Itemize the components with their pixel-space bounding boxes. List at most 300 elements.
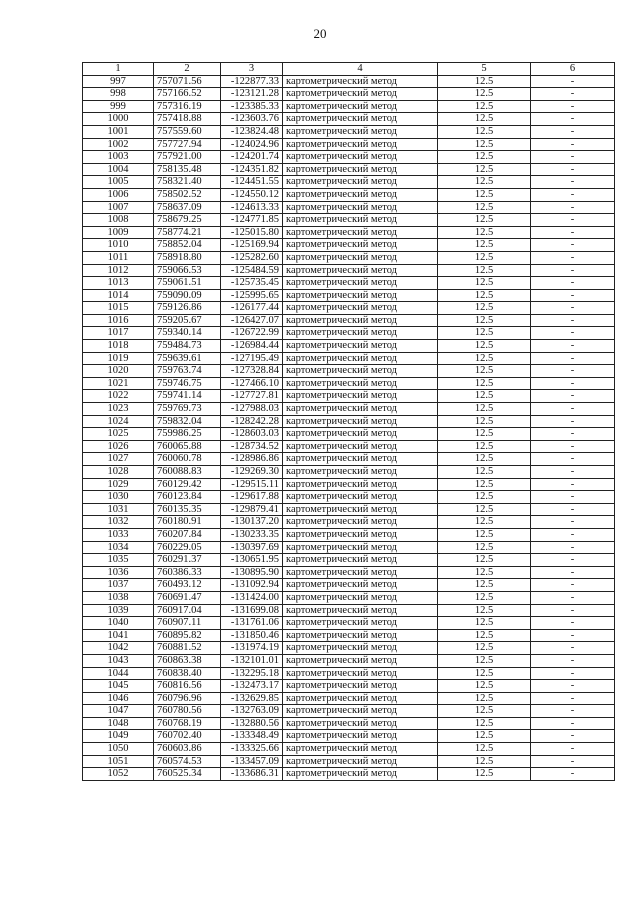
table-row [83, 251, 615, 264]
y-coordinate-cell: -130895.90 [221, 566, 283, 579]
header-col-5: 5 [438, 63, 531, 76]
precision-cell: 12.5 [438, 541, 531, 554]
dash-cell: - [531, 188, 615, 201]
point-number-cell: 1019 [83, 352, 154, 365]
x-coordinate-cell: 760525.34 [154, 768, 221, 781]
precision-cell: 12.5 [438, 768, 531, 781]
x-coordinate-cell: 758135.48 [154, 163, 221, 176]
method-cell: картометрический метод [283, 113, 438, 126]
x-coordinate-cell: 760895.82 [154, 629, 221, 642]
table-row [83, 478, 615, 491]
precision-cell: 12.5 [438, 453, 531, 466]
precision-cell: 12.5 [438, 617, 531, 630]
method-cell: картометрический метод [283, 466, 438, 479]
point-number-cell: 1000 [83, 113, 154, 126]
precision-cell: 12.5 [438, 226, 531, 239]
method-cell: картометрический метод [283, 302, 438, 315]
method-cell: картометрический метод [283, 755, 438, 768]
table-row [83, 591, 615, 604]
y-coordinate-cell: -124451.55 [221, 176, 283, 189]
method-cell: картометрический метод [283, 566, 438, 579]
y-coordinate-cell: -131850.46 [221, 629, 283, 642]
dash-cell: - [531, 566, 615, 579]
precision-cell: 12.5 [438, 604, 531, 617]
method-cell: картометрический метод [283, 743, 438, 756]
point-number-cell: 1048 [83, 717, 154, 730]
table-header-row [83, 63, 615, 76]
method-cell: картометрический метод [283, 176, 438, 189]
method-cell: картометрический метод [283, 163, 438, 176]
table-row [83, 440, 615, 453]
x-coordinate-cell: 757559.60 [154, 125, 221, 138]
x-coordinate-cell: 757727.94 [154, 138, 221, 151]
y-coordinate-cell: -128242.28 [221, 415, 283, 428]
header-col-1: 1 [83, 63, 154, 76]
y-coordinate-cell: -123603.76 [221, 113, 283, 126]
header-col-2: 2 [154, 63, 221, 76]
precision-cell: 12.5 [438, 176, 531, 189]
precision-cell: 12.5 [438, 100, 531, 113]
table-row [83, 163, 615, 176]
x-coordinate-cell: 759090.09 [154, 289, 221, 302]
point-number-cell: 1029 [83, 478, 154, 491]
dash-cell: - [531, 214, 615, 227]
point-number-cell: 1016 [83, 314, 154, 327]
point-number-cell: 1036 [83, 566, 154, 579]
point-number-cell: 1009 [83, 226, 154, 239]
precision-cell: 12.5 [438, 302, 531, 315]
method-cell: картометрический метод [283, 88, 438, 101]
y-coordinate-cell: -132763.09 [221, 705, 283, 718]
dash-cell: - [531, 503, 615, 516]
method-cell: картометрический метод [283, 642, 438, 655]
point-number-cell: 998 [83, 88, 154, 101]
x-coordinate-cell: 760780.56 [154, 705, 221, 718]
y-coordinate-cell: -124550.12 [221, 188, 283, 201]
dash-cell: - [531, 264, 615, 277]
dash-cell: - [531, 201, 615, 214]
table-row [83, 151, 615, 164]
table-row [83, 692, 615, 705]
precision-cell: 12.5 [438, 566, 531, 579]
x-coordinate-cell: 760060.78 [154, 453, 221, 466]
precision-cell: 12.5 [438, 516, 531, 529]
x-coordinate-cell: 760088.83 [154, 466, 221, 479]
x-coordinate-cell: 759763.74 [154, 365, 221, 378]
method-cell: картометрический метод [283, 289, 438, 302]
precision-cell: 12.5 [438, 667, 531, 680]
method-cell: картометрический метод [283, 667, 438, 680]
precision-cell: 12.5 [438, 755, 531, 768]
precision-cell: 12.5 [438, 188, 531, 201]
x-coordinate-cell: 759746.75 [154, 377, 221, 390]
x-coordinate-cell: 759832.04 [154, 415, 221, 428]
method-cell: картометрический метод [283, 226, 438, 239]
point-number-cell: 1002 [83, 138, 154, 151]
x-coordinate-cell: 760207.84 [154, 528, 221, 541]
table-row [83, 88, 615, 101]
precision-cell: 12.5 [438, 466, 531, 479]
x-coordinate-cell: 760838.40 [154, 667, 221, 680]
dash-cell: - [531, 617, 615, 630]
precision-cell: 12.5 [438, 415, 531, 428]
y-coordinate-cell: -131092.94 [221, 579, 283, 592]
x-coordinate-cell: 760493.12 [154, 579, 221, 592]
precision-cell: 12.5 [438, 125, 531, 138]
x-coordinate-cell: 759986.25 [154, 428, 221, 441]
point-number-cell: 1025 [83, 428, 154, 441]
table-row [83, 113, 615, 126]
y-coordinate-cell: -128603.03 [221, 428, 283, 441]
x-coordinate-cell: 760135.35 [154, 503, 221, 516]
point-number-cell: 1034 [83, 541, 154, 554]
dash-cell: - [531, 390, 615, 403]
precision-cell: 12.5 [438, 629, 531, 642]
y-coordinate-cell: -124351.82 [221, 163, 283, 176]
method-cell: картометрический метод [283, 768, 438, 781]
table-row [83, 667, 615, 680]
x-coordinate-cell: 760907.11 [154, 617, 221, 630]
table-row [83, 453, 615, 466]
y-coordinate-cell: -133348.49 [221, 730, 283, 743]
header-col-6: 6 [531, 63, 615, 76]
y-coordinate-cell: -132295.18 [221, 667, 283, 680]
method-cell: картометрический метод [283, 365, 438, 378]
method-cell: картометрический метод [283, 478, 438, 491]
coordinates-table [82, 62, 615, 781]
method-cell: картометрический метод [283, 717, 438, 730]
table-row [83, 528, 615, 541]
y-coordinate-cell: -129269.30 [221, 466, 283, 479]
table-row [83, 629, 615, 642]
y-coordinate-cell: -124024.96 [221, 138, 283, 151]
dash-cell: - [531, 365, 615, 378]
dash-cell: - [531, 604, 615, 617]
point-number-cell: 1015 [83, 302, 154, 315]
point-number-cell: 1017 [83, 327, 154, 340]
table-row [83, 491, 615, 504]
dash-cell: - [531, 692, 615, 705]
point-number-cell: 1006 [83, 188, 154, 201]
method-cell: картометрический метод [283, 314, 438, 327]
point-number-cell: 1039 [83, 604, 154, 617]
y-coordinate-cell: -125169.94 [221, 239, 283, 252]
method-cell: картометрический метод [283, 188, 438, 201]
point-number-cell: 1005 [83, 176, 154, 189]
point-number-cell: 1014 [83, 289, 154, 302]
precision-cell: 12.5 [438, 365, 531, 378]
precision-cell: 12.5 [438, 138, 531, 151]
dash-cell: - [531, 680, 615, 693]
y-coordinate-cell: -133457.09 [221, 755, 283, 768]
point-number-cell: 1001 [83, 125, 154, 138]
dash-cell: - [531, 314, 615, 327]
point-number-cell: 1007 [83, 201, 154, 214]
y-coordinate-cell: -126984.44 [221, 340, 283, 353]
table-row [83, 403, 615, 416]
x-coordinate-cell: 760863.38 [154, 654, 221, 667]
precision-cell: 12.5 [438, 251, 531, 264]
x-coordinate-cell: 758774.21 [154, 226, 221, 239]
y-coordinate-cell: -127466.10 [221, 377, 283, 390]
method-cell: картометрический метод [283, 554, 438, 567]
dash-cell: - [531, 755, 615, 768]
point-number-cell: 1050 [83, 743, 154, 756]
y-coordinate-cell: -133325.66 [221, 743, 283, 756]
table-row [83, 755, 615, 768]
table-row [83, 654, 615, 667]
table-row [83, 377, 615, 390]
table-row [83, 176, 615, 189]
dash-cell: - [531, 743, 615, 756]
dash-cell: - [531, 377, 615, 390]
method-cell: картометрический метод [283, 264, 438, 277]
x-coordinate-cell: 758637.09 [154, 201, 221, 214]
method-cell: картометрический метод [283, 138, 438, 151]
dash-cell: - [531, 163, 615, 176]
precision-cell: 12.5 [438, 352, 531, 365]
y-coordinate-cell: -123121.28 [221, 88, 283, 101]
point-number-cell: 1003 [83, 151, 154, 164]
x-coordinate-cell: 759061.51 [154, 277, 221, 290]
method-cell: картометрический метод [283, 680, 438, 693]
y-coordinate-cell: -129515.11 [221, 478, 283, 491]
y-coordinate-cell: -123824.48 [221, 125, 283, 138]
table-row [83, 390, 615, 403]
point-number-cell: 997 [83, 75, 154, 88]
point-number-cell: 1010 [83, 239, 154, 252]
method-cell: картометрический метод [283, 201, 438, 214]
precision-cell: 12.5 [438, 201, 531, 214]
method-cell: картометрический метод [283, 151, 438, 164]
x-coordinate-cell: 760229.05 [154, 541, 221, 554]
x-coordinate-cell: 760768.19 [154, 717, 221, 730]
point-number-cell: 1032 [83, 516, 154, 529]
y-coordinate-cell: -131761.06 [221, 617, 283, 630]
y-coordinate-cell: -132880.56 [221, 717, 283, 730]
method-cell: картометрический метод [283, 528, 438, 541]
dash-cell: - [531, 327, 615, 340]
table-row [83, 579, 615, 592]
dash-cell: - [531, 226, 615, 239]
table-row [83, 201, 615, 214]
x-coordinate-cell: 760881.52 [154, 642, 221, 655]
precision-cell: 12.5 [438, 692, 531, 705]
x-coordinate-cell: 759205.67 [154, 314, 221, 327]
point-number-cell: 1047 [83, 705, 154, 718]
method-cell: картометрический метод [283, 415, 438, 428]
header-col-4: 4 [283, 63, 438, 76]
method-cell: картометрический метод [283, 654, 438, 667]
y-coordinate-cell: -125735.45 [221, 277, 283, 290]
table-row [83, 680, 615, 693]
point-number-cell: 1046 [83, 692, 154, 705]
table-row [83, 277, 615, 290]
table-row [83, 554, 615, 567]
table-row [83, 188, 615, 201]
x-coordinate-cell: 760180.91 [154, 516, 221, 529]
method-cell: картометрический метод [283, 604, 438, 617]
table-row [83, 516, 615, 529]
method-cell: картометрический метод [283, 491, 438, 504]
table-row [83, 327, 615, 340]
method-cell: картометрический метод [283, 340, 438, 353]
dash-cell: - [531, 629, 615, 642]
dash-cell: - [531, 302, 615, 315]
method-cell: картометрический метод [283, 377, 438, 390]
dash-cell: - [531, 138, 615, 151]
precision-cell: 12.5 [438, 680, 531, 693]
y-coordinate-cell: -131424.00 [221, 591, 283, 604]
y-coordinate-cell: -129617.88 [221, 491, 283, 504]
point-number-cell: 1011 [83, 251, 154, 264]
precision-cell: 12.5 [438, 239, 531, 252]
x-coordinate-cell: 760702.40 [154, 730, 221, 743]
table-row [83, 604, 615, 617]
point-number-cell: 1024 [83, 415, 154, 428]
method-cell: картометрический метод [283, 453, 438, 466]
x-coordinate-cell: 759769.73 [154, 403, 221, 416]
y-coordinate-cell: -123385.33 [221, 100, 283, 113]
point-number-cell: 1022 [83, 390, 154, 403]
precision-cell: 12.5 [438, 163, 531, 176]
dash-cell: - [531, 415, 615, 428]
x-coordinate-cell: 758321.40 [154, 176, 221, 189]
table-row [83, 617, 615, 630]
precision-cell: 12.5 [438, 528, 531, 541]
table-body [83, 75, 615, 780]
table-row [83, 466, 615, 479]
y-coordinate-cell: -124613.33 [221, 201, 283, 214]
point-number-cell: 1044 [83, 667, 154, 680]
y-coordinate-cell: -124201.74 [221, 151, 283, 164]
y-coordinate-cell: -132101.01 [221, 654, 283, 667]
precision-cell: 12.5 [438, 730, 531, 743]
y-coordinate-cell: -132473.17 [221, 680, 283, 693]
table-row [83, 314, 615, 327]
precision-cell: 12.5 [438, 113, 531, 126]
method-cell: картометрический метод [283, 352, 438, 365]
x-coordinate-cell: 757316.19 [154, 100, 221, 113]
dash-cell: - [531, 151, 615, 164]
method-cell: картометрический метод [283, 503, 438, 516]
y-coordinate-cell: -130397.69 [221, 541, 283, 554]
y-coordinate-cell: -130233.35 [221, 528, 283, 541]
point-number-cell: 1023 [83, 403, 154, 416]
point-number-cell: 1035 [83, 554, 154, 567]
x-coordinate-cell: 760796.96 [154, 692, 221, 705]
point-number-cell: 1012 [83, 264, 154, 277]
dash-cell: - [531, 466, 615, 479]
method-cell: картометрический метод [283, 428, 438, 441]
x-coordinate-cell: 759484.73 [154, 340, 221, 353]
precision-cell: 12.5 [438, 491, 531, 504]
method-cell: картометрический метод [283, 591, 438, 604]
dash-cell: - [531, 352, 615, 365]
method-cell: картометрический метод [283, 440, 438, 453]
table-row [83, 239, 615, 252]
y-coordinate-cell: -130137.20 [221, 516, 283, 529]
method-cell: картометрический метод [283, 617, 438, 630]
precision-cell: 12.5 [438, 403, 531, 416]
y-coordinate-cell: -127195.49 [221, 352, 283, 365]
precision-cell: 12.5 [438, 717, 531, 730]
dash-cell: - [531, 125, 615, 138]
point-number-cell: 1004 [83, 163, 154, 176]
precision-cell: 12.5 [438, 88, 531, 101]
precision-cell: 12.5 [438, 327, 531, 340]
table-row [83, 705, 615, 718]
point-number-cell: 1021 [83, 377, 154, 390]
dash-cell: - [531, 277, 615, 290]
y-coordinate-cell: -126177.44 [221, 302, 283, 315]
y-coordinate-cell: -125282.60 [221, 251, 283, 264]
table-row [83, 125, 615, 138]
table-row [83, 302, 615, 315]
x-coordinate-cell: 760386.33 [154, 566, 221, 579]
method-cell: картометрический метод [283, 251, 438, 264]
x-coordinate-cell: 758679.25 [154, 214, 221, 227]
table-row [83, 138, 615, 151]
dash-cell: - [531, 340, 615, 353]
x-coordinate-cell: 760816.56 [154, 680, 221, 693]
precision-cell: 12.5 [438, 75, 531, 88]
x-coordinate-cell: 759126.86 [154, 302, 221, 315]
dash-cell: - [531, 642, 615, 655]
dash-cell: - [531, 453, 615, 466]
y-coordinate-cell: -127988.03 [221, 403, 283, 416]
point-number-cell: 1040 [83, 617, 154, 630]
table-row [83, 503, 615, 516]
table-row [83, 541, 615, 554]
method-cell: картометрический метод [283, 214, 438, 227]
precision-cell: 12.5 [438, 390, 531, 403]
dash-cell: - [531, 113, 615, 126]
precision-cell: 12.5 [438, 591, 531, 604]
dash-cell: - [531, 705, 615, 718]
y-coordinate-cell: -130651.95 [221, 554, 283, 567]
table-row [83, 768, 615, 781]
x-coordinate-cell: 760123.84 [154, 491, 221, 504]
point-number-cell: 1052 [83, 768, 154, 781]
table-row [83, 100, 615, 113]
y-coordinate-cell: -132629.85 [221, 692, 283, 705]
precision-cell: 12.5 [438, 264, 531, 277]
table-row [83, 642, 615, 655]
x-coordinate-cell: 760129.42 [154, 478, 221, 491]
precision-cell: 12.5 [438, 214, 531, 227]
method-cell: картометрический метод [283, 277, 438, 290]
precision-cell: 12.5 [438, 642, 531, 655]
x-coordinate-cell: 757166.52 [154, 88, 221, 101]
point-number-cell: 1045 [83, 680, 154, 693]
dash-cell: - [531, 440, 615, 453]
y-coordinate-cell: -125484.59 [221, 264, 283, 277]
table-row [83, 566, 615, 579]
dash-cell: - [531, 516, 615, 529]
precision-cell: 12.5 [438, 340, 531, 353]
precision-cell: 12.5 [438, 440, 531, 453]
point-number-cell: 1033 [83, 528, 154, 541]
dash-cell: - [531, 591, 615, 604]
dash-cell: - [531, 239, 615, 252]
method-cell: картометрический метод [283, 516, 438, 529]
point-number-cell: 1013 [83, 277, 154, 290]
point-number-cell: 1031 [83, 503, 154, 516]
y-coordinate-cell: -127328.84 [221, 365, 283, 378]
point-number-cell: 1018 [83, 340, 154, 353]
method-cell: картометрический метод [283, 390, 438, 403]
